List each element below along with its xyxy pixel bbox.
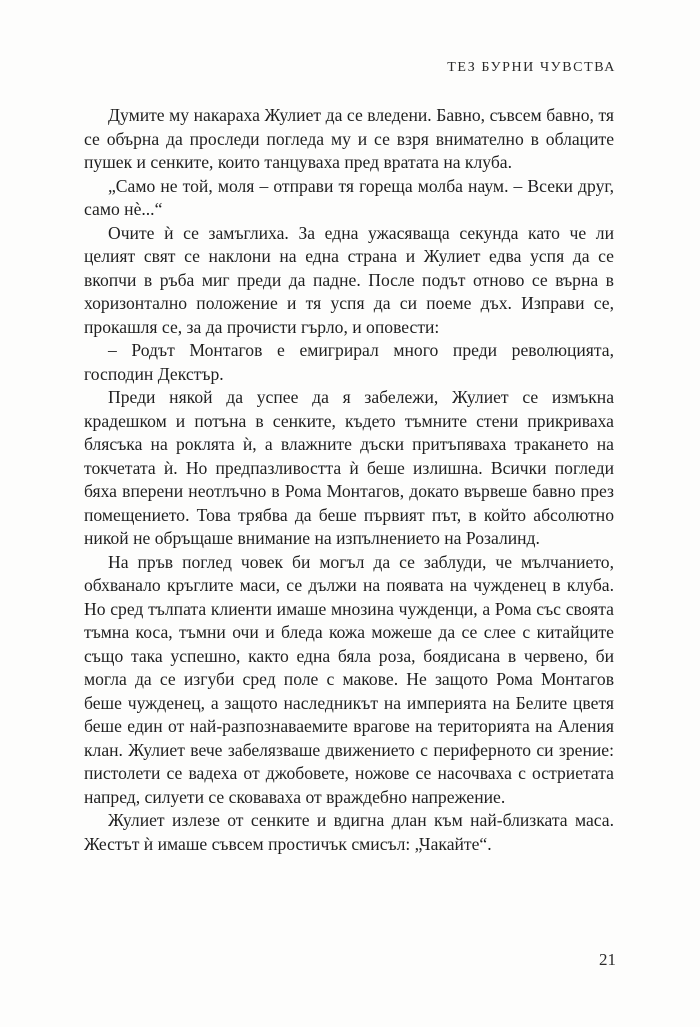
paragraph: Преди някой да успее да я забележи, Жулиет се измъкна крадешком и потъна в сенките, където тъмните стени прикриваха блясъка на роклята ѝ, а влажните дъски притъпяваха тракането на токчетата ѝ. Но предпазливостта ѝ беше излишна. Всички погледи бяха вперени неотлъчно в Рома Монтагов, докато вървеше бавно през помещението. Това трябва да беше първият път, в който абсолютно никой не обръщаше внимание на изпълнението на Розалинд.: [84, 387, 614, 548]
paragraph: Очите ѝ се замъглиха. За една ужасяваща секунда като че ли целият свят се наклони на една страна и Жулиет едва успя да се вкопчи в ръба миг преди да падне. После подът отново се върна в хоризонтално положение и тя успя да си поеме дъх. Изправи се, прокашля се, за да прочисти гърло, и оповести:: [84, 222, 614, 337]
paragraph: „Само не той, моля – отправи тя гореща молба наум. – Всеки друг, само нѐ...“: [84, 175, 614, 219]
paragraph: Жулиет излезе от сенките и вдигна длан към най-близката маса. Жестът ѝ имаше съвсем простичък смисъл: „Чакайте“.: [84, 810, 614, 854]
running-header: ТЕЗ БУРНИ ЧУВСТВА: [447, 60, 616, 75]
paragraph: На пръв поглед човек би могъл да се заблуди, че мълчанието, обхванало кръглите маси, се дължи на появата на чужденец в клуба. Но сред тълпата клиенти имаше мнозина чужденци, а Рома със своята тъмна коса, тъмни очи и бледа кожа можеше да се слее с китайците също така успешно, както една бяла роза, боядисана в червено, би могла да се изгуби сред поле с макове. Не защото Рома Монтагов беше чужденец, а защото наследникът на империята на Белите цветя беше един от най-разпознаваемите врагове на територията на Аления клан. Жулиет вече забелязваше движението с периферното си зрение: пистолети се вадеха от джобовете, ножове се насочваха с остриетата напред, силуети се сковаваха от враждебно напрежение.: [84, 551, 614, 807]
body-text: [84, 104, 614, 856]
page-number: 21: [599, 950, 616, 969]
paragraph: Думите му накараха Жулиет да се вледени. Бавно, съвсем бавно, тя се обърна да проследи погледа му и се взря внимателно в облаците пушек и сенките, които танцуваха пред вратата на клуба.: [84, 105, 614, 172]
paragraph: – Родът Монтагов е емигрирал много преди революцията, господин Декстър.: [84, 340, 614, 384]
